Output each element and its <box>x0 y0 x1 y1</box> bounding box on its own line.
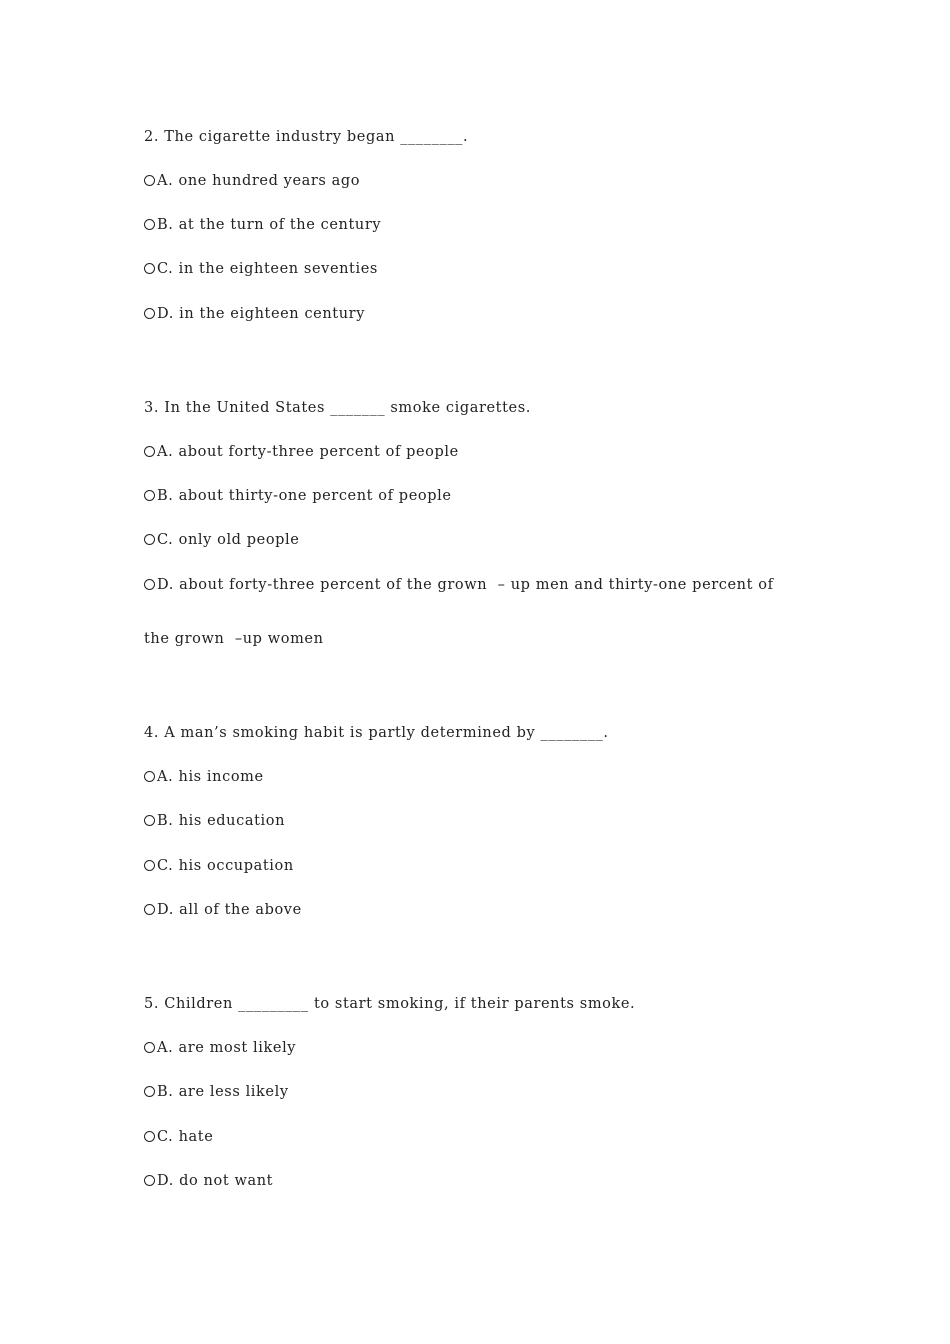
radio-circle-icon[interactable] <box>144 1131 155 1142</box>
radio-circle-icon[interactable] <box>144 308 155 319</box>
option-text: his education <box>178 813 286 829</box>
radio-circle-icon[interactable] <box>144 860 155 871</box>
option-letter: B. <box>157 813 174 829</box>
question-5-option-d[interactable] <box>144 1171 273 1191</box>
question-3-stem: 3. In the United States _______ smoke cigarettes. <box>144 400 531 416</box>
question-3-option-d[interactable] <box>144 575 774 595</box>
option-letter: A. <box>157 769 174 785</box>
question-5-option-c[interactable] <box>144 1127 213 1147</box>
option-letter: C. <box>157 532 174 548</box>
radio-circle-icon[interactable] <box>144 219 155 230</box>
option-text: in the eighteen seventies <box>178 261 378 277</box>
question-5-stem: 5. Children _________ to start smoking, if their parents smoke. <box>144 996 636 1012</box>
question-4-option-d[interactable] <box>144 900 302 920</box>
question-4-option-a[interactable] <box>144 767 264 787</box>
question-3-option-b[interactable] <box>144 486 452 506</box>
option-letter: A. <box>157 444 174 460</box>
radio-circle-icon[interactable] <box>144 579 155 590</box>
radio-circle-icon[interactable] <box>144 904 155 915</box>
question-3-option-a[interactable] <box>144 442 459 462</box>
question-4-option-c[interactable] <box>144 856 294 876</box>
question-4-option-b[interactable] <box>144 811 285 831</box>
option-text: all of the above <box>179 902 302 918</box>
question-5-option-b[interactable] <box>144 1082 289 1102</box>
radio-circle-icon[interactable] <box>144 490 155 501</box>
option-letter: D. <box>157 1173 174 1189</box>
option-text: one hundred years ago <box>178 173 361 189</box>
question-2-option-a[interactable] <box>144 171 360 191</box>
question-2-option-b[interactable] <box>144 215 381 235</box>
option-text: are most likely <box>178 1040 297 1056</box>
option-text: in the eighteen century <box>179 306 365 322</box>
question-3-option-c[interactable] <box>144 530 299 550</box>
option-letter: A. <box>157 1040 174 1056</box>
question-2-stem: 2. The cigarette industry began ________. <box>144 129 469 145</box>
option-text: do not want <box>179 1173 274 1189</box>
option-letter: D. <box>157 902 174 918</box>
option-text: hate <box>178 1129 214 1145</box>
radio-circle-icon[interactable] <box>144 771 155 782</box>
option-letter: C. <box>157 1129 174 1145</box>
option-letter: B. <box>157 217 174 233</box>
option-text: at the turn of the century <box>178 217 382 233</box>
option-text: are less likely <box>178 1084 289 1100</box>
radio-circle-icon[interactable] <box>144 1042 155 1053</box>
option-letter: B. <box>157 1084 174 1100</box>
question-5-option-a[interactable] <box>144 1038 296 1058</box>
radio-circle-icon[interactable] <box>144 815 155 826</box>
option-text: about forty-three percent of the grown – up men and thirty-one percent of <box>179 577 774 593</box>
option-text: only old people <box>178 532 300 548</box>
option-text: his income <box>178 769 264 785</box>
option-letter: A. <box>157 173 174 189</box>
option-letter: C. <box>157 858 174 874</box>
question-3-option-d-continuation: the grown –up women <box>144 631 324 647</box>
question-2-option-d[interactable] <box>144 304 365 324</box>
option-text: his occupation <box>178 858 294 874</box>
option-letter: C. <box>157 261 174 277</box>
option-letter: D. <box>157 577 174 593</box>
option-letter: D. <box>157 306 174 322</box>
option-text: about thirty-one percent of people <box>178 488 452 504</box>
radio-circle-icon[interactable] <box>144 534 155 545</box>
radio-circle-icon[interactable] <box>144 1086 155 1097</box>
radio-circle-icon[interactable] <box>144 263 155 274</box>
question-4-stem: 4. A man’s smoking habit is partly determined by ________. <box>144 725 609 741</box>
option-letter: B. <box>157 488 174 504</box>
radio-circle-icon[interactable] <box>144 446 155 457</box>
option-text: about forty-three percent of people <box>178 444 459 460</box>
question-2-option-c[interactable] <box>144 259 378 279</box>
radio-circle-icon[interactable] <box>144 175 155 186</box>
radio-circle-icon[interactable] <box>144 1175 155 1186</box>
